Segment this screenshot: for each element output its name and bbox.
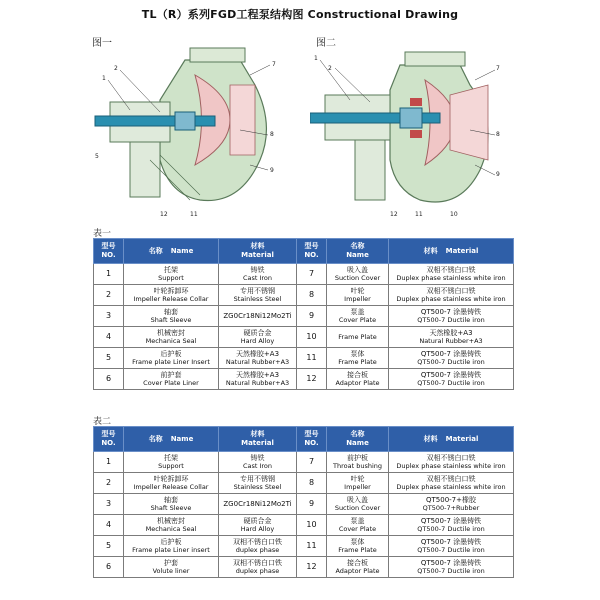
part-material-cn: 双相不锈白口铁 [233,559,282,567]
part-name [327,285,389,306]
part-name-cn: 泵体 [350,350,365,358]
part-material [389,536,514,557]
table-row [94,327,514,348]
part-material-cn: 硬质合金 [243,517,272,525]
svg-text:11: 11 [415,211,423,218]
part-name-en: Cover Plate [338,316,377,324]
part-number: 10 [297,327,327,348]
col-header-no: 型号 NO. [297,239,327,264]
part-number: 10 [297,515,327,536]
part-material-cn: 天然橡胶+A3 [429,329,473,337]
part-material-cn: 双相不锈白口铁 [426,266,476,274]
part-material [389,494,514,515]
part-name-cn: 叶轮拆卸环 [153,475,189,483]
svg-text:1: 1 [314,55,318,62]
table-row [94,264,514,285]
part-number: 9 [297,306,327,327]
part-name-en: Adaptor Plate [335,567,380,575]
figure-1-drawing [90,40,290,220]
part-material-en: Stainless Steel [233,483,282,491]
part-material-cn: 天然橡胶+A3 [235,350,280,358]
part-name-en: Impeller Release Collar [133,295,209,303]
part-name [124,452,219,473]
col-header-no: 型号 NO. [297,427,327,452]
part-name [327,536,389,557]
parts-table-2 [93,426,514,578]
part-name-en: Volute liner [152,567,190,575]
part-number: 11 [297,348,327,369]
part-name-cn: 托架 [164,454,178,462]
part-material-en: QT500-7 Ductile iron [417,358,485,366]
part-name-en: Cover Plate [338,525,377,533]
part-name-en: Support [158,274,184,282]
part-material-en: Hard Alloy [240,525,275,533]
part-material [219,348,297,369]
part-name-en: Frame Plate [338,546,377,554]
part-material-en: Duplex phase stainless white iron [396,462,506,470]
part-material [219,285,297,306]
table-2-body [94,452,514,578]
table-row [94,557,514,578]
part-material [389,369,514,390]
part-material-en: duplex phase [235,546,280,554]
part-name-en: Frame Plate [338,358,377,366]
part-material [219,264,297,285]
part-name-en: Impeller [344,295,371,303]
part-material-cn: QT500-7 涂墨铸铁 [420,308,482,316]
part-name [124,515,219,536]
col-header-name: 名称 Name [327,239,389,264]
col-header-name: 名称 Name [327,427,389,452]
part-name [327,369,389,390]
table-1-label: 表一 [93,229,112,239]
figure-1-label: 图一 [92,38,112,49]
part-material-en: QT500-7 Ductile iron [417,525,485,533]
part-name-en: Frame Plate [338,333,377,341]
svg-text:11: 11 [190,211,198,218]
part-material-cn: 双相不锈白口铁 [426,475,476,483]
part-name-cn: 叶轮拆卸环 [153,287,189,295]
part-number: 1 [94,452,124,473]
part-name-en: Impeller Release Collar [133,483,209,491]
part-material [219,369,297,390]
part-material [389,327,514,348]
table-row [94,494,514,515]
document-title: TL（R）系列FGD工程泵结构图 Constructional Drawing [141,8,459,21]
figure-2-drawing [310,40,510,220]
svg-text:12: 12 [390,211,398,218]
part-material-en: Duplex phase stainless white iron [396,483,506,491]
part-name [124,536,219,557]
part-material [389,306,514,327]
part-material-cn: 专用不锈钢 [240,475,275,483]
part-material-en: Natural Rubber+A3 [225,358,290,366]
parts-table-1 [93,238,514,390]
part-name-en: Shaft Sleeve [150,504,192,512]
part-name-cn: 接合板 [347,559,368,567]
part-material-cn: 双相不锈白口铁 [426,454,476,462]
part-material-en: Duplex phase stainless white iron [396,295,506,303]
part-name-cn: 机械密封 [157,329,185,337]
part-name-cn: 轴套 [164,496,178,504]
table-row [94,348,514,369]
part-material [389,473,514,494]
col-header-material: 材料 Material [219,239,297,264]
part-name-cn: 吸入盖 [347,496,368,504]
part-name-en: Support [158,462,184,470]
part-number: 7 [297,264,327,285]
svg-text:8: 8 [496,131,500,138]
part-number: 5 [94,536,124,557]
part-name-en: Cover Plate Liner [143,379,199,387]
part-material-en: Cast Iron [242,274,273,282]
part-material-en: Duplex phase stainless white iron [396,274,506,282]
part-material-en: Stainless Steel [233,295,282,303]
part-name-cn: 叶轮 [350,475,365,483]
part-material [219,557,297,578]
part-name-en: Throat bushing [333,462,382,470]
part-name [124,285,219,306]
part-number: 8 [297,473,327,494]
svg-text:1: 1 [102,75,106,82]
part-number: 12 [297,557,327,578]
part-name-cn: 护套 [164,559,178,567]
part-number: 11 [297,536,327,557]
part-name-cn: 前护套 [160,371,182,379]
part-number: 12 [297,369,327,390]
part-material [389,515,514,536]
part-name-en: Shaft Sleeve [150,316,192,324]
part-material [219,452,297,473]
svg-text:8: 8 [270,131,274,138]
part-material-cn: 双相不锈白口铁 [426,287,476,295]
part-name-cn: 泵体 [350,538,365,546]
part-material [389,264,514,285]
part-number: 7 [297,452,327,473]
part-name-cn: 吸入盖 [347,266,368,274]
part-name [327,557,389,578]
part-material-cn: QT500-7 涂墨铸铁 [420,538,482,546]
part-name [124,494,219,515]
col-header-name: 名称 Name [124,239,219,264]
part-name [327,264,389,285]
part-name [124,473,219,494]
part-material-cn: QT500-7 涂墨铸铁 [420,517,482,525]
part-name [124,557,219,578]
part-name [327,306,389,327]
part-name-en: Frame plate Liner Insert [132,358,210,366]
svg-text:7: 7 [496,65,500,72]
part-name-cn: 泵盖 [350,308,365,316]
part-name [124,306,219,327]
part-material-en: QT500-7 Ductile iron [417,316,485,324]
col-header-material: 材料 Material [219,427,297,452]
table-row [94,285,514,306]
part-name [327,452,389,473]
part-name-cn: 轴套 [164,308,178,316]
part-name-cn: 叶轮 [350,287,365,295]
table-row [94,369,514,390]
part-material-cn: QT500-7+橡胶 [426,496,476,504]
table-row [94,515,514,536]
part-number: 3 [94,494,124,515]
part-material [219,306,297,327]
part-material [389,452,514,473]
part-number: 9 [297,494,327,515]
svg-text:5: 5 [95,153,99,160]
part-material-en: QT500-7+Rubber [422,504,480,512]
part-number: 2 [94,285,124,306]
svg-text:2: 2 [328,65,332,72]
part-name-en: Suction Cover [334,274,381,282]
col-header-no: 型号 NO. [94,427,124,452]
part-name [124,348,219,369]
svg-text:12: 12 [160,211,168,218]
part-material-en: QT500-7 Ductile iron [417,546,485,554]
part-material-cn: 铸铁 [250,266,265,274]
col-header-material: 材料 Material [389,427,514,452]
table-row [94,536,514,557]
part-number: 8 [297,285,327,306]
part-name-cn: 托架 [164,266,178,274]
table-row [94,306,514,327]
svg-text:9: 9 [270,167,274,174]
part-material-en: Natural Rubber+A3 [225,379,290,387]
part-number: 3 [94,306,124,327]
col-header-no: 型号 NO. [94,239,124,264]
part-material-cn: QT500-7 涂墨铸铁 [420,350,482,358]
part-name [124,264,219,285]
part-name-en: Mechanica Seal [145,525,197,533]
table-row [94,473,514,494]
part-material-en: Natural Rubber+A3 [419,337,483,345]
part-material-en: Hard Alloy [240,337,275,345]
part-material-en: QT500-7 Ductile iron [417,567,485,575]
part-material-cn: ZG0Cr18Ni12Mo2Ti [223,500,292,508]
part-material [219,515,297,536]
part-name-en: Frame plate Liner insert [132,546,210,554]
part-number: 1 [94,264,124,285]
table-2-label: 表二 [93,417,112,427]
part-name [327,327,389,348]
part-name [327,473,389,494]
part-number: 6 [94,557,124,578]
part-material [219,494,297,515]
col-header-name: 名称 Name [124,427,219,452]
part-material-en: Cast Iron [242,462,273,470]
part-number: 6 [94,369,124,390]
part-material-cn: 铸铁 [250,454,265,462]
svg-text:7: 7 [272,61,276,68]
part-material [219,473,297,494]
part-material [389,348,514,369]
part-material-cn: ZG0Cr18Ni12Mo2Ti [223,312,292,320]
part-number: 2 [94,473,124,494]
svg-text:2: 2 [114,65,118,72]
svg-text:10: 10 [450,211,458,218]
part-name [327,515,389,536]
part-material [219,327,297,348]
part-name-cn: 接合板 [347,371,368,379]
part-material-en: QT500-7 Ductile iron [417,379,485,387]
part-material [219,536,297,557]
part-material-cn: 天然橡胶+A3 [235,371,280,379]
col-header-material: 材料 Material [389,239,514,264]
part-number: 5 [94,348,124,369]
part-name [327,348,389,369]
part-name [327,494,389,515]
svg-text:9: 9 [496,171,500,178]
part-material-cn: 硬质合金 [243,329,272,337]
part-number: 4 [94,515,124,536]
part-name-cn: 机械密封 [157,517,185,525]
part-number: 4 [94,327,124,348]
part-material-cn: QT500-7 涂墨铸铁 [420,559,482,567]
part-material [389,285,514,306]
part-material-cn: 专用不锈钢 [240,287,275,295]
part-name-cn: 后护板 [160,538,182,546]
part-name-en: Impeller [344,483,371,491]
table-row [94,452,514,473]
part-name-en: Mechanica Seal [145,337,197,345]
table-1-body [94,264,514,390]
part-name [124,369,219,390]
part-name [124,327,219,348]
part-name-cn: 前护板 [347,454,368,462]
figure-2-label: 图二 [316,38,336,49]
part-material [389,557,514,578]
part-material-cn: 双相不锈白口铁 [233,538,282,546]
part-material-en: duplex phase [235,567,280,575]
part-name-en: Suction Cover [334,504,381,512]
part-name-cn: 泵盖 [350,517,365,525]
part-name-cn: 后护板 [160,350,182,358]
part-material-cn: QT500-7 涂墨铸铁 [420,371,482,379]
part-name-en: Adaptor Plate [335,379,380,387]
